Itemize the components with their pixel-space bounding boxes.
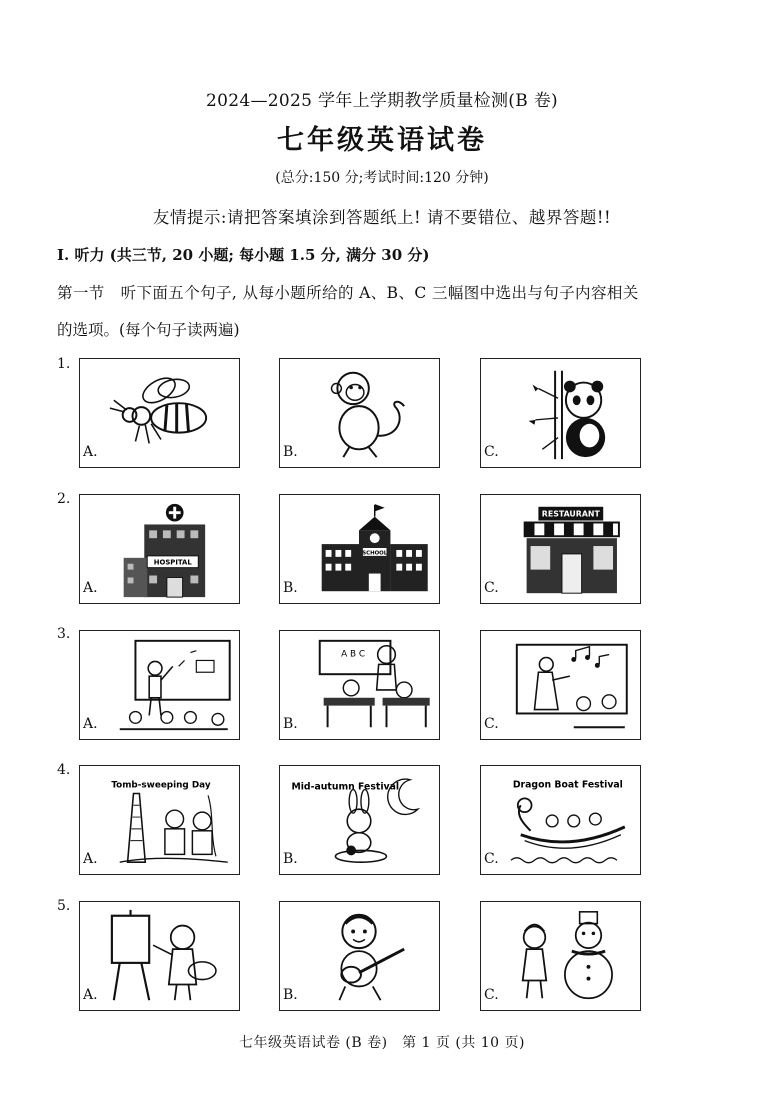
option-picture-school[interactable] xyxy=(279,494,440,604)
option-picture-hospital[interactable] xyxy=(79,494,240,604)
option-label: B. xyxy=(283,580,298,596)
music-class-icon xyxy=(481,631,640,739)
option-label: A. xyxy=(83,444,98,460)
school-caption: SCHOOL xyxy=(362,550,388,557)
hospital-caption: HOSPITAL xyxy=(153,558,192,567)
exam-subtitle: (总分:150 分;考试时间:120 分钟) xyxy=(275,170,489,186)
option-picture-tomb-sweeping[interactable] xyxy=(79,765,240,875)
option-picture-dragon-boat[interactable] xyxy=(480,765,641,875)
option-picture-monkey[interactable] xyxy=(279,358,440,468)
school-icon xyxy=(280,495,439,603)
option-label: C. xyxy=(484,987,499,1003)
section-heading: I. 听力 (共三节, 20 小题; 每小题 1.5 分, 满分 30 分) xyxy=(57,246,430,264)
option-label: B. xyxy=(283,987,298,1003)
restaurant-caption: RESTAURANT xyxy=(541,509,600,519)
instruction-line-2: 的选项。(每个句子读两遍) xyxy=(57,321,240,339)
teacher-board-icon xyxy=(80,631,239,739)
painting-boy-icon xyxy=(80,902,239,1010)
question-number: 3. xyxy=(57,626,71,642)
question-number: 5. xyxy=(57,898,71,914)
snowman-icon xyxy=(481,902,640,1010)
question-number: 1. xyxy=(57,356,71,372)
page-footer: 七年级英语试卷 (B 卷) 第 1 页 (共 10 页) xyxy=(238,1035,525,1051)
question-number: 2. xyxy=(57,491,71,507)
option-label: A. xyxy=(83,716,98,732)
bee-icon xyxy=(80,359,239,467)
option-label: A. xyxy=(83,987,98,1003)
option-label: C. xyxy=(484,851,499,867)
panda-icon xyxy=(481,359,640,467)
exam-title: 七年级英语试卷 xyxy=(277,125,487,156)
option-picture-music-class[interactable] xyxy=(480,630,641,740)
mid-autumn-icon xyxy=(280,766,439,874)
option-picture-classroom[interactable] xyxy=(279,630,440,740)
classroom-caption: A B C xyxy=(341,649,366,660)
option-picture-panda[interactable] xyxy=(480,358,641,468)
tomb-sweeping-caption: Tomb-sweeping Day xyxy=(111,780,211,791)
option-label: A. xyxy=(83,851,98,867)
tomb-sweeping-icon xyxy=(80,766,239,874)
option-picture-teacher[interactable] xyxy=(79,630,240,740)
question-number: 4. xyxy=(57,762,71,778)
option-label: A. xyxy=(83,580,98,596)
instruction-line-1: 第一节 听下面五个句子, 从每小题所给的 A、B、C 三幅图中选出与句子内容相关 xyxy=(57,284,639,302)
dragon-boat-icon xyxy=(481,766,640,874)
guitar-boy-icon xyxy=(280,902,439,1010)
option-picture-bee[interactable] xyxy=(79,358,240,468)
option-label: B. xyxy=(283,716,298,732)
option-label: C. xyxy=(484,444,499,460)
option-label: B. xyxy=(283,444,298,460)
option-picture-mid-autumn[interactable] xyxy=(279,765,440,875)
option-picture-snowman[interactable] xyxy=(480,901,641,1011)
friendly-tip: 友情提示:请把答案填涂到答题纸上! 请不要错位、越界答题!! xyxy=(152,208,612,227)
classroom-icon xyxy=(280,631,439,739)
option-picture-guitar[interactable] xyxy=(279,901,440,1011)
option-picture-painting[interactable] xyxy=(79,901,240,1011)
monkey-icon xyxy=(280,359,439,467)
option-label: B. xyxy=(283,851,298,867)
option-label: C. xyxy=(484,716,499,732)
restaurant-icon xyxy=(481,495,640,603)
mid-autumn-caption: Mid-autumn Festival xyxy=(291,781,400,793)
dragon-boat-caption: Dragon Boat Festival xyxy=(512,779,623,791)
exam-header: 2024—2025 学年上学期教学质量检测(B 卷) xyxy=(206,91,558,111)
option-picture-restaurant[interactable] xyxy=(480,494,641,604)
hospital-icon xyxy=(80,495,239,603)
option-label: C. xyxy=(484,580,499,596)
